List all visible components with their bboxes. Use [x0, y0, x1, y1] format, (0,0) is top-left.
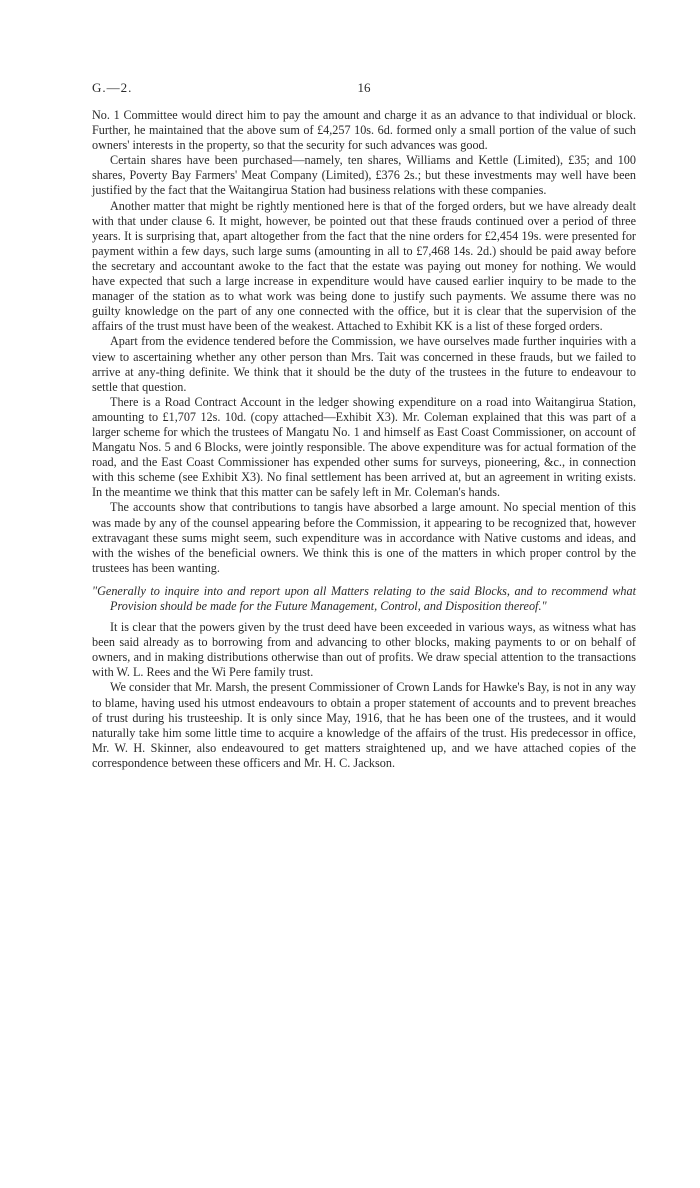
paragraph: We consider that Mr. Marsh, the present Commissioner of Crown Lands for Hawke's Bay, is not in any way to blame, having used his utmost endeavours to obtain a proper statement of accounts and to prevent breaches of trust during his trusteeship. It is only since May, 1916, that he has been one of the trustees, and it would naturally take him some little time to acquire a knowledge of the affairs of the trust. His predecessor in office, Mr. W. H. Skinner, also endeavoured to get matters straightened up, and we have attached copies of the correspondence between these officers and Mr. H. C. Jackson.: [92, 680, 636, 770]
page-number: 16: [357, 80, 371, 95]
page-reference: G.—2.: [92, 80, 133, 95]
paragraph: There is a Road Contract Account in the ledger showing expenditure on a road into Waitangirua Station, amounting to £1,707 12s. 10d. (copy attached—Exhibit X3). Mr. Coleman explained that this was part of a larger scheme for which the trustees of Mangatu No. 1 and himself as East Coast Commissioner, on account of Mangatu Nos. 5 and 6 Blocks, were jointly responsible. The above expenditure was for actual formation of the road, and the East Coast Commissioner has expended other sums for surveys, pioneering, &c., in connection with this scheme (see Exhibit X3). No final settlement has been arrived at, but an agreement in writing exists. In the meantime we think that this matter can be safely left in Mr. Coleman's hands.: [92, 394, 636, 500]
paragraph: Apart from the evidence tendered before the Commission, we have ourselves made further inquiries with a view to ascertaining whether any other person than Mrs. Tait was concerned in these frauds, but we failed to arrive at any-thing definite. We think that it should be the duty of the trustees in the future to endeavour to settle that question.: [92, 334, 636, 394]
paragraph: It is clear that the powers given by the trust deed have been exceeded in various ways, as witness what has been said already as to borrowing from and advancing to other blocks, making payments to or on behalf of owners, and in making distributions otherwise than out of profits. We draw special attention to the transactions with W. L. Rees and the Wi Pere family trust.: [92, 620, 636, 680]
body-text: [92, 108, 636, 771]
paragraph: Another matter that might be rightly mentioned here is that of the forged orders, but we have already dealt with that under clause 6. It might, however, be pointed out that these frauds continued over a period of three years. It is surprising that, apart altogether from the fact that the nine orders for £2,454 19s. were presented for payment within a few days, such large sums (amounting in all to £7,468 14s. 2d.) should be paid away before the secretary and accountant awoke to the fact that the estate was paying out money for nothing. We would have expected that such a large increase in expenditure would have caused earlier inquiry to be made to the manager of the station as to what work was being done to justify such payments. We assume there was no guilty knowledge on the part of any one connected with the office, but it is clear that the supervision of the affairs of the trust must have been of the weakest. Attached to Exhibit KK is a list of these forged orders.: [92, 198, 636, 334]
paragraph: No. 1 Committee would direct him to pay the amount and charge it as an advance to that individual or block. Further, he maintained that the above sum of £4,257 10s. 6d. formed only a small portion of the value of such owners' interests in the property, so that the security for such advances was good.: [92, 108, 636, 153]
running-head: [92, 80, 636, 100]
section-heading: "Generally to inquire into and report upon all Matters relating to the said Blocks, and to recommend what Provision should be made for the Future Management, Control, and Disposition thereof.": [92, 583, 636, 613]
paragraph: Certain shares have been purchased—namely, ten shares, Williams and Kettle (Limited), £35; and 100 shares, Poverty Bay Farmers' Meat Company (Limited), £376 2s.; but these investments may well have been justified by the fact that the Waitangirua Station had business relations with these companies.: [92, 153, 636, 198]
paragraph: The accounts show that contributions to tangis have absorbed a large amount. No special mention of this was made by any of the counsel appearing before the Commission, it appearing to be recognized that, however extravagant these sums might seem, such expenditure was in accordance with Native customs and ideas, and with the wishes of the beneficial owners. We think this is one of the matters in which proper control by the trustees has been wanting.: [92, 500, 636, 575]
